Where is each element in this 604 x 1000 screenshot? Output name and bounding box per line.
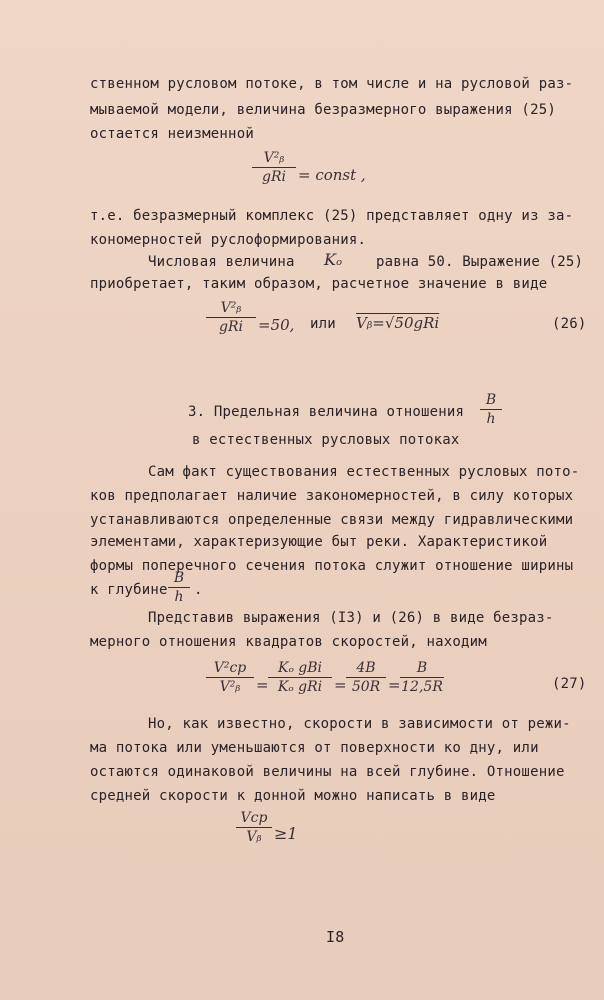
formula-26-alt: Vᵦ=√50gRi (356, 314, 440, 332)
text-line: кономерностей руслоформирования. (90, 232, 367, 248)
formula-denominator: gRi (262, 169, 286, 185)
fraction-bar (268, 677, 332, 678)
text-line: т.е. безразмерный комплекс (25) представляет одну из за- (90, 208, 574, 224)
fraction-bar (400, 677, 444, 678)
equals-sign: = (256, 676, 269, 694)
fraction-bar (252, 167, 296, 168)
equation-number-27: (27) (552, 676, 587, 692)
formula-27-term-d (400, 660, 444, 695)
fraction-bar (236, 827, 272, 828)
fraction-bar (346, 677, 386, 678)
formula-numerator: B (485, 392, 497, 408)
formula-28-fraction (236, 810, 272, 845)
text-line: Представив выражения (I3) и (26) в виде безраз- (148, 610, 554, 626)
formula-numerator: V²ᵦ (220, 300, 242, 316)
formula-28-rhs: ≥1 (274, 824, 298, 843)
text-line: мерного отношения квадратов скоростей, находим (90, 634, 487, 650)
formula-27-term-c (346, 660, 386, 695)
text-line: мываемой модели, величина безразмерного выражения (25) (90, 102, 556, 118)
page-number: I8 (326, 928, 345, 946)
text-line: Числовая величина (148, 254, 295, 270)
formula-27-term-a (206, 660, 254, 695)
section-title: 3. Предельная величина отношения (188, 404, 465, 420)
fraction-bar (206, 317, 256, 318)
formula-denominator: 12,5R (401, 679, 443, 695)
formula-denominator: V²ᵦ (219, 679, 241, 695)
text-line: к глубине (90, 582, 168, 598)
fraction-bar (168, 587, 190, 588)
formula-numerator: B (416, 660, 428, 676)
section-title-fraction (480, 392, 502, 427)
text-line: средней скорости к донной можно написать в виде (90, 788, 496, 804)
text-line: формы поперечного сечения потока служит отношение ширины (90, 558, 574, 574)
fraction-bar (206, 677, 254, 678)
text-line: Но, как известно, скорости в зависимости от режи- (148, 716, 571, 732)
period: . (194, 582, 203, 598)
equation-number-26: (26) (552, 316, 587, 332)
text-line: равна 50. Выражение (25) (376, 254, 584, 270)
formula-27-term-b (268, 660, 332, 695)
text-line: остается неизменной (90, 126, 254, 142)
formula-denominator: Kₒ gRi (277, 679, 323, 695)
section-subtitle: в естественных русловых потоках (192, 432, 460, 448)
text-line: приобретает, таким образом, расчетное значение в виде (90, 276, 548, 292)
fraction-bar (480, 409, 502, 410)
formula-numerator: Vcp (240, 810, 268, 826)
equals-sign: = (334, 676, 347, 694)
formula-26-fraction (206, 300, 256, 335)
formula-numerator: V²ᵦ (263, 150, 285, 166)
formula-26-rhs: =50, (258, 316, 295, 334)
text-line: устанавливаются определенные связи между гидравлическими (90, 512, 574, 528)
formula-numerator: V²cp (213, 660, 247, 676)
text-line: ков предполагает наличие закономерностей, в силу которых (90, 488, 574, 504)
formula-denominator: h (486, 411, 496, 427)
formula-numerator: B (173, 570, 185, 586)
formula-numerator: Kₒ gBi (277, 660, 323, 676)
coefficient-symbol: Kₒ (324, 250, 343, 269)
formula-denominator: h (174, 589, 184, 605)
formula-const-fraction (252, 150, 296, 185)
text-line: ственном русловом потоке, в том числе и на русловой раз- (90, 76, 574, 92)
formula-denominator: Vᵦ (246, 829, 262, 845)
equals-sign: = (388, 676, 401, 694)
text-line: остаются одинаковой величины на всей глубине. Отношение (90, 764, 565, 780)
formula-denominator: 50R (351, 679, 381, 695)
text-line: элементами, характеризующие быт реки. Характеристикой (90, 534, 548, 550)
formula-denominator: gRi (219, 319, 243, 335)
formula-numerator: 4B (356, 660, 376, 676)
text-line: Сам факт существования естественных русловых пото- (148, 464, 580, 480)
formula-26-word: или (310, 316, 336, 332)
text-line: ма потока или уменьшаются от поверхности ко дну, или (90, 740, 539, 756)
formula-const-rhs: = const , (298, 166, 366, 184)
inline-fraction (168, 570, 190, 605)
